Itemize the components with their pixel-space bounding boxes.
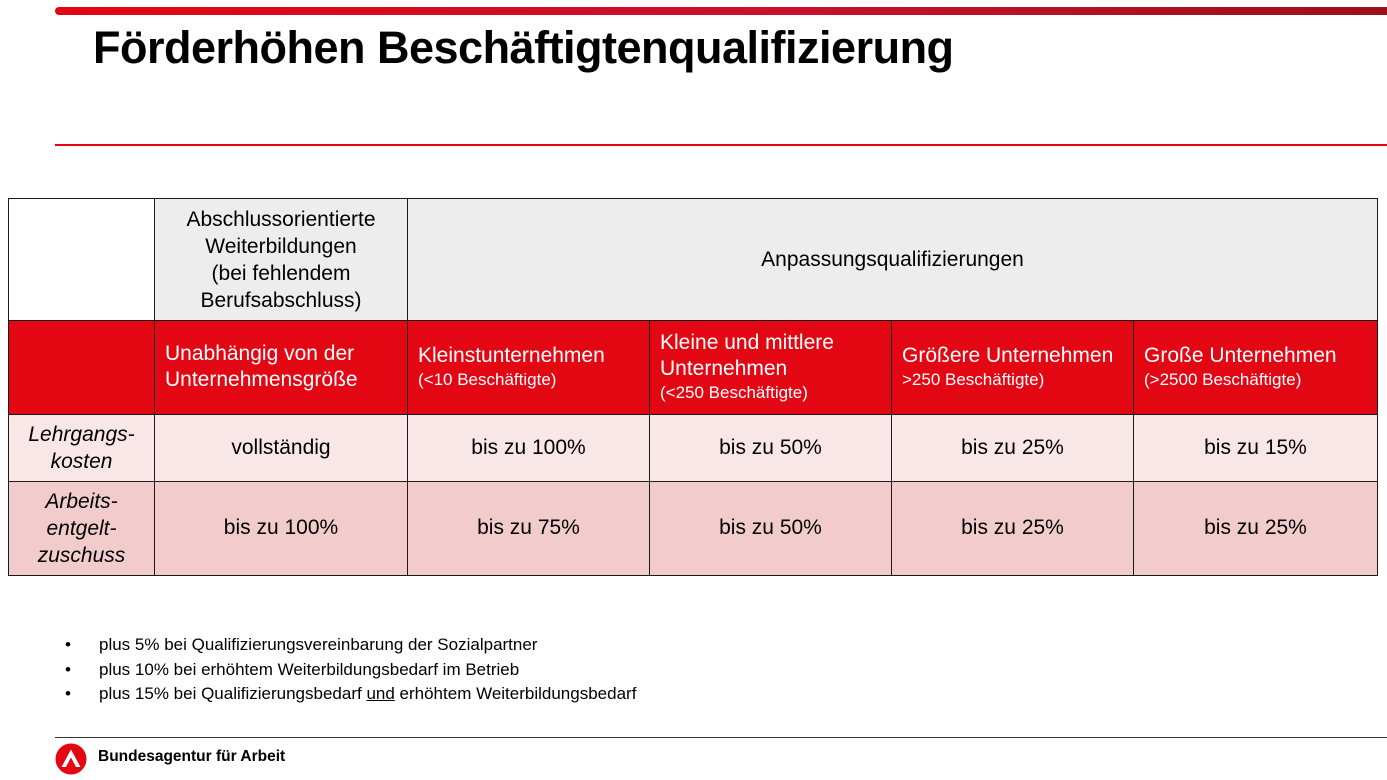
funding-table <box>8 198 1378 576</box>
table-cell: bis zu 25% <box>892 481 1134 575</box>
row-label <box>9 481 155 575</box>
table-cell: bis zu 15% <box>1134 414 1378 481</box>
header-abschluss <box>155 199 408 321</box>
column-subtitle: (<250 Beschäftigte) <box>660 383 808 403</box>
list-item <box>62 658 636 683</box>
row-label-line: zuschuss <box>37 543 126 567</box>
bullet-text: plus 10% bei erhöhtem Weiterbildungsbedarf im Betrieb <box>99 659 520 679</box>
table-cell: bis zu 50% <box>650 481 892 575</box>
table-cell: bis zu 25% <box>1134 481 1378 575</box>
row-label-line: Arbeits- <box>45 489 118 513</box>
column-header <box>892 321 1134 414</box>
table-row <box>9 414 1378 481</box>
header-abschluss-line: Weiterbildungen <box>205 234 357 258</box>
list-item <box>62 633 636 658</box>
column-header <box>1134 321 1378 414</box>
column-header <box>408 321 650 414</box>
top-accent-bar <box>55 7 1387 15</box>
table-cell: bis zu 100% <box>408 414 650 481</box>
column-title: Große Unternehmen <box>1144 344 1337 368</box>
bullet-text: erhöhtem Weiterbildungsbedarf <box>394 684 637 703</box>
column-header <box>650 321 892 414</box>
column-title: Kleine und mittlere <box>660 331 834 355</box>
bonus-list <box>62 633 636 707</box>
row-label-line: kosten <box>50 449 113 473</box>
footer-divider <box>55 737 1387 738</box>
row-label-line: entgelt- <box>46 516 117 540</box>
row-label-line: Lehrgangs- <box>28 422 135 446</box>
table-header-row <box>9 199 1378 321</box>
column-title: Unternehmen <box>660 357 788 381</box>
table-row <box>9 481 1378 575</box>
table-cell: bis zu 75% <box>408 481 650 575</box>
column-subtitle: (>2500 Beschäftigte) <box>1144 370 1302 390</box>
header-abschluss-line: (bei fehlendem <box>211 261 351 285</box>
header-abschluss-line: Berufsabschluss) <box>200 288 362 312</box>
table-cell: bis zu 100% <box>155 481 408 575</box>
table-cell: vollständig <box>155 414 408 481</box>
column-subtitle: (<10 Beschäftigte) <box>418 370 557 390</box>
column-title: Unabhängig von der <box>165 342 355 366</box>
ba-logo-icon <box>55 743 87 775</box>
table-cell: bis zu 50% <box>650 414 892 481</box>
column-title: Größere Unternehmen <box>902 344 1114 368</box>
table-cell: bis zu 25% <box>892 414 1134 481</box>
list-item <box>62 682 636 707</box>
company-size-row <box>9 321 1378 414</box>
column-title: Kleinstunternehmen <box>418 344 605 368</box>
column-header <box>155 321 408 414</box>
header-abschluss-line: Abschlussorientierte <box>186 207 376 231</box>
company-size-corner <box>9 321 155 414</box>
row-label <box>9 414 155 481</box>
page-title: Förderhöhen Beschäftigtenqualifizierung <box>93 22 954 73</box>
bullet-emphasis: und <box>366 684 395 703</box>
corner-cell <box>9 199 155 321</box>
bullet-text: plus 15% bei Qualifizierungsbedarf <box>99 684 367 703</box>
title-divider <box>55 144 1387 146</box>
header-anpassung-label: Anpassungsqualifizierungen <box>761 248 1024 272</box>
column-title: Unternehmensgröße <box>165 368 358 392</box>
column-subtitle: >250 Beschäftigte) <box>902 370 1045 390</box>
bullet-text: plus 5% bei Qualifizierungsvereinbarung der Sozialpartner <box>99 635 538 654</box>
organization-name: Bundesagentur für Arbeit <box>98 748 286 765</box>
header-anpassung <box>408 199 1378 321</box>
